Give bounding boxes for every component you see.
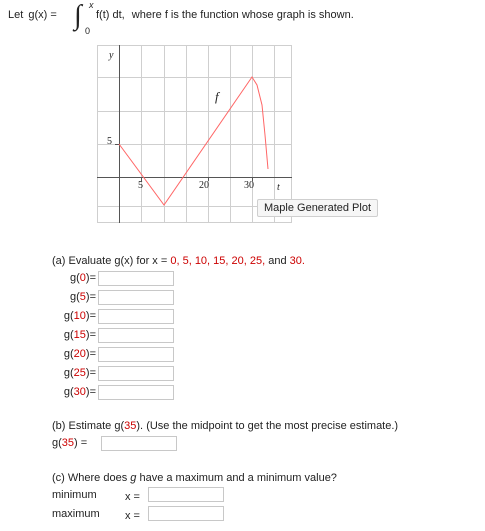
g-arg: 10: [73, 310, 86, 322]
g-arg: 25: [73, 367, 86, 379]
part-c-g: g: [130, 472, 137, 484]
part-a-intro: [52, 255, 305, 267]
part-c-tail: have a maximum and a minimum value?: [139, 472, 337, 484]
minimum-x-input[interactable]: [148, 487, 224, 502]
g25-label: g(25)=: [63, 367, 96, 379]
g-arg: 5: [79, 291, 86, 303]
g-post: ): [85, 348, 90, 360]
g-pre: g(: [69, 291, 80, 303]
lead-text: Let: [8, 9, 24, 21]
y-tick-label-5: 5: [107, 136, 112, 147]
g-of-x: g(x) =: [28, 9, 57, 21]
g5-input[interactable]: [98, 290, 174, 305]
g25-input[interactable]: [98, 366, 174, 381]
x-tick-label-30: 30: [244, 180, 254, 191]
part-a-and: and: [268, 255, 287, 267]
g-pre: g(: [63, 310, 74, 322]
part-b-intro: [52, 420, 398, 432]
g-pre: g(: [63, 367, 74, 379]
part-b-func-pre: g(: [114, 420, 125, 432]
g-post: ): [85, 272, 90, 284]
part-a-eq: =: [160, 255, 168, 267]
g35-post: ) =: [74, 437, 88, 449]
g35-pre: g(: [52, 437, 62, 449]
integral-upper-limit: x: [89, 0, 94, 10]
part-a-text: (a) Evaluate: [52, 255, 112, 267]
g20-input[interactable]: [98, 347, 174, 362]
y-axis-label: y: [109, 50, 114, 61]
integrand-tail: where f is the function whose graph is shown.: [131, 9, 354, 21]
part-a-last-value: 30.: [289, 255, 305, 267]
curve-label-f: f: [215, 89, 219, 104]
t-axis-label: t: [277, 182, 280, 193]
g-pre: g(: [63, 348, 74, 360]
part-a-func: g(x): [114, 255, 134, 267]
part-b-tail: (Use the midpoint to get the most precise estimate.): [146, 420, 399, 432]
part-b-text: (b) Estimate: [52, 420, 112, 432]
g30-label: g(30)=: [63, 386, 96, 398]
part-a-x: x: [152, 255, 158, 267]
g-arg: 0: [79, 272, 86, 284]
graph-grid: [97, 45, 292, 223]
g15-input[interactable]: [98, 328, 174, 343]
g-arg: 20: [73, 348, 86, 360]
g10-label: g(10)=: [63, 310, 96, 322]
part-a-for: for: [136, 255, 150, 267]
g30-input[interactable]: [98, 385, 174, 400]
maximum-x-input[interactable]: [148, 506, 224, 521]
integral-lower-limit: 0: [85, 26, 91, 36]
minimum-label: minimum: [52, 489, 97, 501]
integral-sign: ∫: [74, 0, 82, 31]
g-post: ): [85, 386, 90, 398]
g35-label: [52, 437, 87, 449]
problem-statement: [8, 9, 57, 21]
integrand-text: [96, 9, 354, 21]
part-b-arg: 35: [124, 420, 137, 432]
g-arg: 15: [73, 329, 86, 341]
g-post: ): [85, 291, 90, 303]
g-post: ): [85, 310, 90, 322]
g-pre: g(: [63, 386, 74, 398]
part-c-intro: [52, 472, 337, 484]
maple-plot-button[interactable]: Maple Generated Plot: [257, 199, 378, 217]
maximum-label: maximum: [52, 508, 100, 520]
part-b-func-post: ).: [136, 420, 144, 432]
g10-input[interactable]: [98, 309, 174, 324]
g-post: ): [85, 329, 90, 341]
part-a-values: 0, 5, 10, 15, 20, 25,: [170, 255, 266, 267]
maximum-x-eq: x =: [125, 510, 140, 522]
g-arg: 30: [73, 386, 86, 398]
x-tick-label-5: 5: [138, 180, 143, 191]
g-post: ): [85, 367, 90, 379]
g-pre: g(: [63, 329, 74, 341]
g0-label: g(0)=: [69, 272, 96, 284]
g20-label: g(20)=: [63, 348, 96, 360]
x-tick-label-20: 20: [199, 180, 209, 191]
g-pre: g(: [69, 272, 80, 284]
g35-arg: 35: [61, 437, 75, 449]
minimum-x-eq: x =: [125, 491, 140, 503]
g15-label: g(15)=: [63, 329, 96, 341]
g5-label: g(5)=: [69, 291, 96, 303]
integrand: f(t) dt,: [96, 9, 125, 21]
g0-input[interactable]: [98, 271, 174, 286]
g35-input[interactable]: [101, 436, 177, 451]
function-graph: [97, 45, 292, 225]
part-c-text: (c) Where does: [52, 472, 128, 484]
